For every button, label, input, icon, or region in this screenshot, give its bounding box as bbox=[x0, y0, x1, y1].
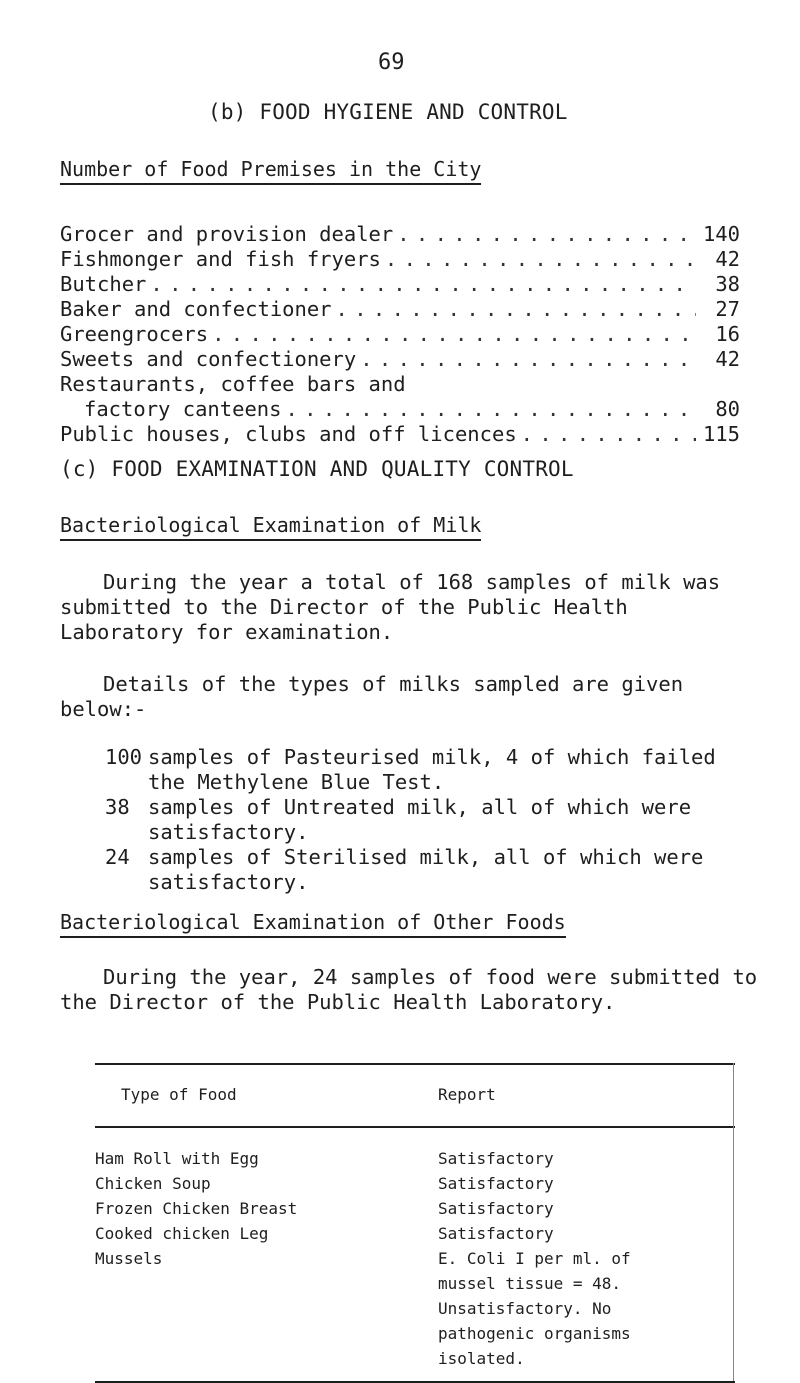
premises-heading-underline bbox=[60, 183, 481, 185]
table-cell-report: Satisfactory bbox=[438, 1224, 554, 1243]
milk-sample-count: 100 bbox=[105, 745, 143, 769]
table-cell-report: isolated. bbox=[438, 1349, 525, 1368]
table-cell-report: Unsatisfactory. No bbox=[438, 1299, 612, 1318]
leader-dots bbox=[285, 397, 696, 421]
table-cell-report: Satisfactory bbox=[438, 1174, 554, 1193]
milk-sample-list bbox=[105, 745, 745, 895]
table-header-row bbox=[95, 1085, 735, 1110]
premises-row bbox=[60, 247, 740, 272]
milk-paragraph-2-text: Details of the types of milks sampled are given below:- bbox=[60, 672, 684, 721]
premises-count: 27 bbox=[715, 297, 740, 321]
section-c-title: (c) FOOD EXAMINATION AND QUALITY CONTROL bbox=[60, 457, 574, 481]
leader-dots bbox=[336, 297, 696, 321]
section-b-title: (b) FOOD HYGIENE AND CONTROL bbox=[208, 100, 568, 124]
milk-sample-text: samples of Pasteurised milk, 4 of which failed the Methylene Blue Test. bbox=[148, 745, 716, 794]
table-cell-report: Satisfactory bbox=[438, 1149, 554, 1168]
milk-heading bbox=[60, 513, 481, 537]
premises-count: 42 bbox=[715, 347, 740, 371]
table-cell-food: Ham Roll with Egg bbox=[95, 1149, 259, 1168]
milk-sample-item bbox=[105, 845, 745, 895]
premises-row bbox=[60, 272, 740, 297]
premises-heading-text: Number of Food Premises in the City bbox=[60, 157, 482, 181]
milk-heading-underline bbox=[60, 539, 481, 541]
table-cell-food: Chicken Soup bbox=[95, 1174, 211, 1193]
milk-paragraph-2 bbox=[60, 672, 750, 722]
premises-label: Fishmonger and fish fryers bbox=[60, 247, 381, 271]
milk-sample-item bbox=[105, 795, 745, 845]
table-row bbox=[95, 1199, 735, 1224]
other-foods-heading-text: Bacteriological Examination of Other Foods bbox=[60, 910, 566, 934]
milk-paragraph-1 bbox=[60, 570, 750, 645]
premises-row bbox=[60, 422, 740, 447]
milk-heading-text: Bacteriological Examination of Milk bbox=[60, 513, 482, 537]
premises-label: Greengrocers bbox=[60, 322, 209, 346]
leader-dots bbox=[150, 272, 696, 296]
leader-dots bbox=[397, 222, 696, 246]
table-row bbox=[95, 1224, 735, 1249]
table-cell-food: Frozen Chicken Breast bbox=[95, 1199, 298, 1218]
table-cell-food: Cooked chicken Leg bbox=[95, 1224, 269, 1243]
table-cell-food: Mussels bbox=[95, 1249, 163, 1268]
premises-row bbox=[60, 222, 740, 247]
premises-label: Restaurants, coffee bars and bbox=[60, 372, 406, 396]
table-row bbox=[95, 1149, 735, 1174]
leader-dots bbox=[360, 347, 696, 371]
premises-row bbox=[60, 347, 740, 372]
premises-label: Baker and confectioner bbox=[60, 297, 332, 321]
table-row bbox=[95, 1174, 735, 1199]
table-cell-report: E. Coli I per ml. of bbox=[438, 1249, 631, 1268]
table-right-edge bbox=[733, 1063, 734, 1381]
milk-sample-count: 24 bbox=[105, 845, 130, 869]
premises-count: 80 bbox=[715, 397, 740, 421]
other-foods-heading bbox=[60, 910, 566, 934]
leader-dots bbox=[385, 247, 696, 271]
premises-row bbox=[60, 372, 740, 397]
other-foods-paragraph bbox=[60, 965, 760, 1015]
premises-list bbox=[60, 222, 740, 447]
milk-sample-count: 38 bbox=[105, 795, 130, 819]
premises-label: Sweets and confectionery bbox=[60, 347, 357, 371]
premises-count: 16 bbox=[715, 322, 740, 346]
premises-count: 42 bbox=[715, 247, 740, 271]
premises-count: 115 bbox=[702, 422, 740, 446]
page-number: 69 bbox=[378, 50, 405, 75]
premises-label: Grocer and provision dealer bbox=[60, 222, 394, 246]
premises-count: 38 bbox=[715, 272, 740, 296]
table-top-rule bbox=[95, 1063, 735, 1065]
table-cell-report: mussel tissue = 48. bbox=[438, 1274, 622, 1293]
milk-sample-text: samples of Untreated milk, all of which were satisfactory. bbox=[148, 795, 692, 844]
premises-heading bbox=[60, 157, 481, 181]
premises-label: factory canteens bbox=[84, 397, 282, 421]
milk-sample-text: samples of Sterilised milk, all of which were satisfactory. bbox=[148, 845, 704, 894]
premises-label: Public houses, clubs and off licences bbox=[60, 422, 517, 446]
premises-count: 140 bbox=[702, 222, 740, 246]
premises-row bbox=[60, 397, 740, 422]
table-row bbox=[95, 1249, 735, 1368]
table-header-report: Report bbox=[438, 1085, 496, 1104]
table-header-rule bbox=[95, 1126, 735, 1128]
leader-dots bbox=[521, 422, 696, 446]
table-cell-report: pathogenic organisms bbox=[438, 1324, 631, 1343]
premises-row bbox=[60, 322, 740, 347]
table-cell-report: Satisfactory bbox=[438, 1199, 554, 1218]
leader-dots bbox=[212, 322, 696, 346]
milk-sample-item bbox=[105, 745, 745, 795]
milk-paragraph-1-text: During the year a total of 168 samples of milk was submitted to the Director of the Public Health Laboratory for examination. bbox=[60, 570, 721, 644]
table-header-food: Type of Food bbox=[121, 1085, 237, 1104]
premises-label: Butcher bbox=[60, 272, 147, 296]
food-report-table bbox=[95, 1063, 735, 1383]
other-foods-paragraph-text: During the year, 24 samples of food were submitted to the Director of the Public Health Laboratory. bbox=[60, 965, 758, 1014]
premises-row bbox=[60, 297, 740, 322]
other-foods-heading-underline bbox=[60, 936, 566, 938]
